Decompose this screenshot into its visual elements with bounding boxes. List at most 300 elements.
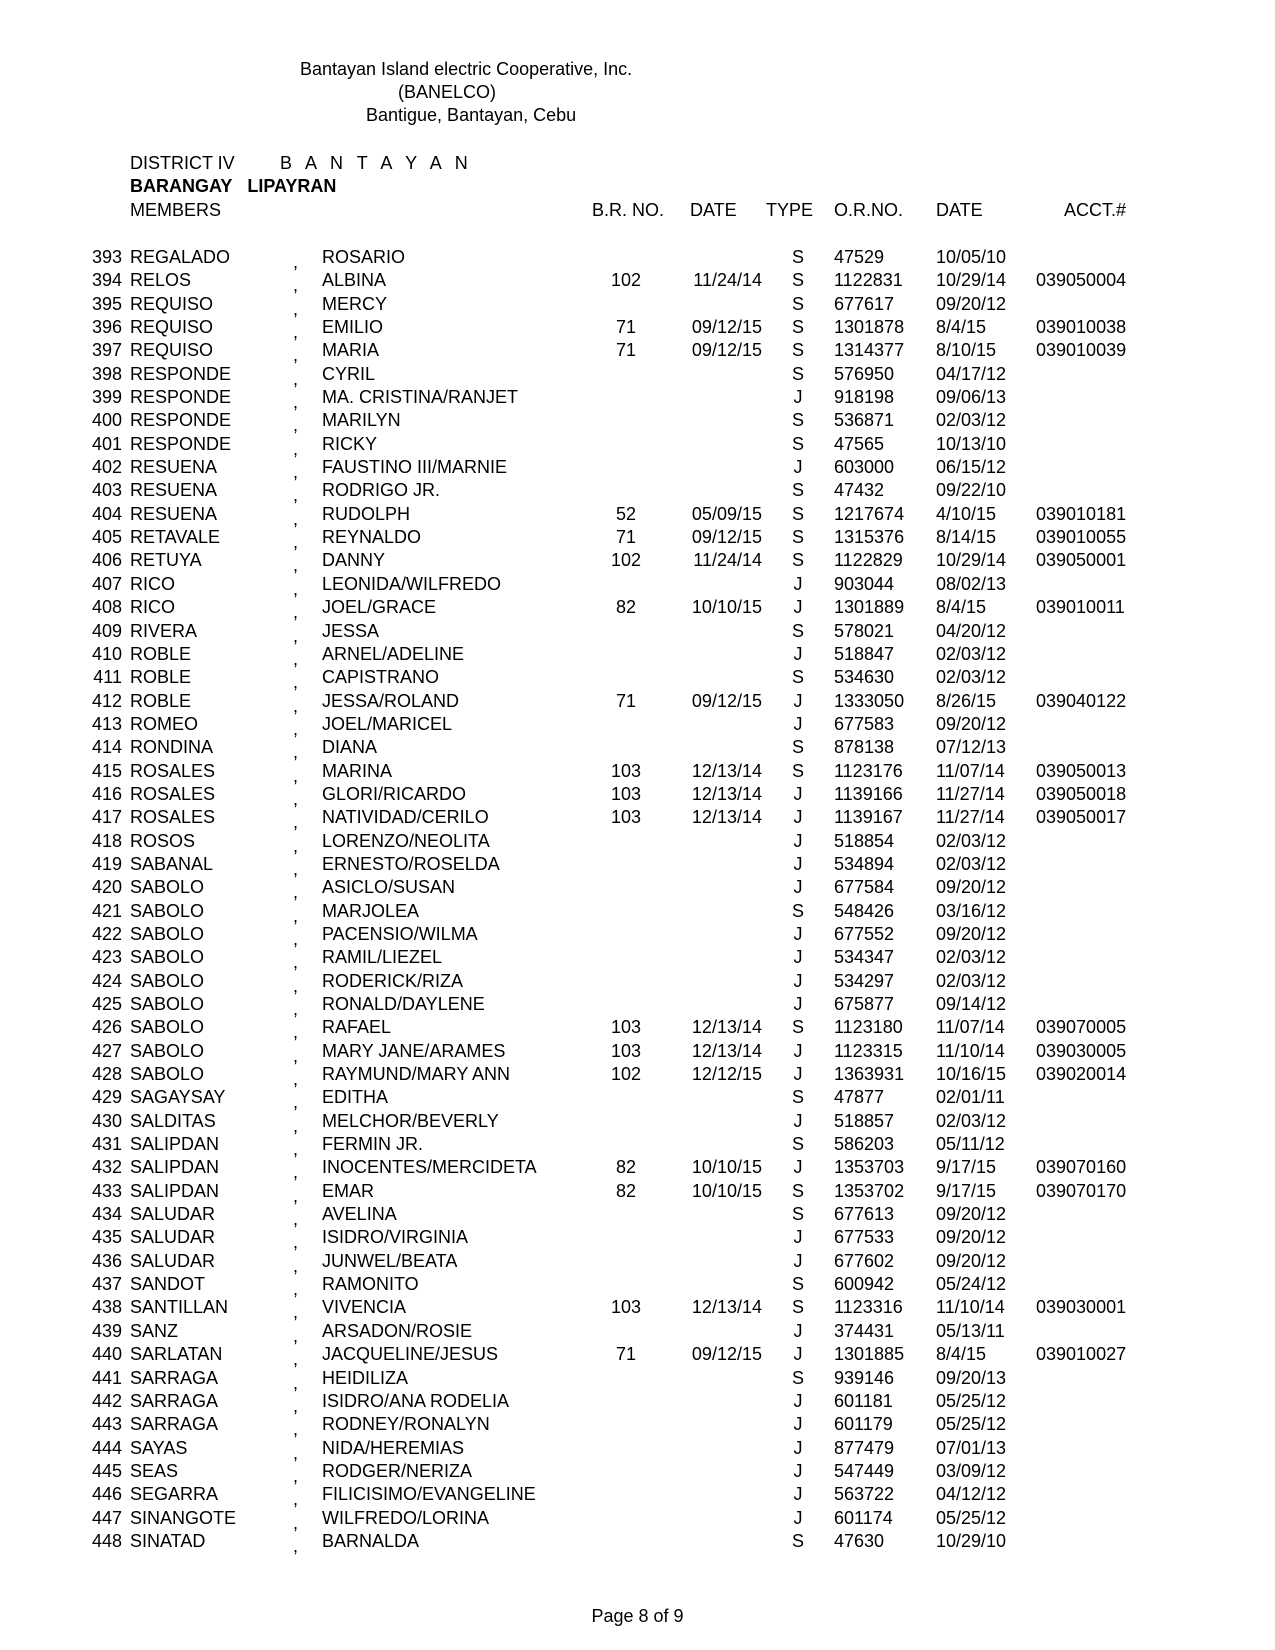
member-type: J [793, 1460, 803, 1481]
or-date: 03/09/12 [936, 1460, 1007, 1481]
or-number: 534297 [834, 970, 895, 991]
or-date: 8/26/15 [936, 690, 997, 711]
or-date: 9/17/15 [936, 1157, 997, 1178]
member-type: S [791, 737, 804, 758]
last-name: RESUENA [130, 503, 218, 524]
first-name: EDITHA [322, 1087, 389, 1108]
or-number: 1363931 [834, 1064, 905, 1085]
first-name: HEIDILIZA [322, 1367, 409, 1388]
member-type: J [793, 1344, 803, 1365]
or-number: 603000 [834, 457, 895, 478]
or-number: 878138 [834, 737, 895, 758]
col-acct: ACCT.# [1064, 200, 1127, 220]
separator: , [293, 1419, 299, 1440]
first-name: RODRIGO JR. [322, 480, 441, 501]
br-number: 71 [615, 340, 637, 361]
last-name: SARRAGA [130, 1390, 219, 1411]
separator: , [293, 462, 299, 483]
or-number: 536871 [834, 410, 895, 431]
member-number: 412 [91, 690, 122, 711]
last-name: SABOLO [130, 900, 205, 921]
last-name: SALIPDAN [130, 1157, 220, 1178]
table-row [0, 971, 1275, 994]
or-date: 10/29/14 [936, 550, 1007, 571]
or-number: 563722 [834, 1484, 895, 1505]
member-number: 415 [91, 760, 122, 781]
separator: , [293, 1395, 299, 1416]
member-number: 418 [91, 830, 122, 851]
table-row [0, 270, 1275, 296]
table-row [0, 317, 1275, 343]
table-row [0, 691, 1275, 714]
or-number: 1122829 [834, 550, 903, 571]
member-number: 397 [91, 340, 122, 361]
first-name: BARNALDA [322, 1530, 420, 1551]
separator: , [293, 928, 299, 949]
first-name: NIDA/HEREMIAS [322, 1437, 465, 1458]
first-name: ROSARIO [322, 247, 406, 267]
separator: , [293, 485, 299, 506]
separator: , [293, 1279, 299, 1300]
last-name: ROSALES [130, 783, 216, 804]
or-number: 1217674 [834, 503, 905, 524]
first-name: JOEL/GRACE [322, 597, 437, 618]
member-type: S [791, 667, 804, 688]
br-date: 12/13/14 [691, 1017, 762, 1038]
br-number: 103 [610, 1297, 642, 1318]
separator: , [293, 1045, 299, 1066]
or-date: 02/03/12 [936, 947, 1007, 968]
first-name: FERMIN JR. [322, 1134, 423, 1155]
or-date: 09/20/12 [936, 923, 1007, 944]
last-name: ROSALES [130, 807, 216, 828]
table-row [0, 761, 1275, 784]
br-number: 103 [610, 783, 642, 804]
member-type: S [791, 1180, 804, 1201]
br-number: 71 [615, 317, 637, 338]
member-number: 425 [91, 994, 122, 1014]
or-date: 07/01/13 [936, 1437, 1007, 1458]
or-date: 02/03/12 [936, 970, 1007, 991]
last-name: RICO [130, 573, 175, 594]
or-date: 11/07/14 [936, 760, 1005, 781]
member-type: J [793, 1157, 803, 1178]
br-number: 71 [615, 690, 637, 711]
member-type: J [793, 690, 803, 711]
or-date: 8/14/15 [936, 527, 997, 548]
member-number: 430 [91, 1110, 122, 1131]
member-type: S [791, 1530, 804, 1551]
or-number: 576950 [834, 363, 895, 384]
account-number: 039070170 [1036, 1180, 1127, 1201]
member-number: 431 [91, 1134, 122, 1155]
or-number: 547449 [834, 1460, 895, 1481]
last-name: SABOLO [130, 970, 205, 991]
last-name: SINATAD [130, 1530, 206, 1551]
separator: , [293, 415, 299, 436]
table-row [0, 1508, 1275, 1531]
or-date: 02/03/12 [936, 830, 1007, 851]
member-type: J [793, 970, 803, 991]
br-date: 05/09/15 [691, 503, 762, 524]
member-number: 429 [91, 1087, 122, 1108]
separator: , [293, 345, 299, 366]
members-table [0, 247, 1275, 1554]
member-number: 441 [91, 1367, 122, 1388]
table-row [0, 1017, 1275, 1043]
first-name: MARJOLEA [322, 900, 420, 921]
table-row [0, 387, 1275, 413]
first-name: RAMONITO [322, 1274, 419, 1295]
table-row [0, 901, 1275, 924]
account-number: 039050004 [1036, 270, 1127, 291]
account-number: 039010039 [1036, 340, 1127, 361]
member-type: S [791, 620, 804, 641]
first-name: MELCHOR/BEVERLY [322, 1110, 499, 1131]
or-number: 47630 [834, 1530, 885, 1551]
separator: , [293, 835, 299, 856]
last-name: ROSOS [130, 830, 196, 851]
br-date: 10/10/15 [691, 1157, 762, 1178]
or-date: 09/20/12 [936, 713, 1007, 734]
last-name: ROBLE [130, 690, 192, 711]
or-number: 1139167 [834, 807, 903, 828]
member-type: J [793, 597, 803, 618]
last-name: RICO [130, 597, 175, 618]
separator: , [293, 1115, 299, 1136]
account-number: 039020014 [1036, 1064, 1127, 1085]
br-number: 102 [610, 270, 642, 291]
table-row [0, 527, 1275, 553]
separator: , [293, 1162, 299, 1183]
table-row [0, 1157, 1275, 1183]
table-row [0, 877, 1275, 903]
document-header [300, 58, 632, 127]
or-date: 07/12/13 [936, 737, 1007, 758]
or-number: 677533 [834, 1227, 895, 1248]
separator: , [293, 555, 299, 576]
first-name: ASICLO/SUSAN [322, 877, 456, 898]
first-name: JACQUELINE/JESUS [322, 1344, 499, 1365]
or-date: 02/03/12 [936, 1110, 1007, 1131]
separator: , [293, 742, 299, 763]
or-date: 09/20/12 [936, 1204, 1007, 1225]
last-name: ROBLE [130, 667, 192, 688]
member-type: S [791, 410, 804, 431]
or-date: 11/10/14 [936, 1297, 1005, 1318]
br-number: 71 [615, 527, 637, 548]
or-date: 09/06/13 [936, 387, 1007, 408]
or-number: 677584 [834, 877, 895, 898]
member-type: J [793, 877, 803, 898]
member-number: 411 [93, 667, 122, 688]
separator: , [293, 1512, 299, 1533]
or-number: 601179 [834, 1414, 893, 1435]
first-name: DANNY [322, 550, 386, 571]
separator: , [293, 1372, 299, 1393]
last-name: RESPONDE [130, 363, 232, 384]
or-number: 1315376 [834, 527, 905, 548]
col-or-no: O.R.NO. [834, 200, 904, 220]
col-members: MEMBERS [130, 200, 222, 220]
or-date: 8/4/15 [936, 317, 987, 338]
or-date: 02/01/11 [936, 1087, 1005, 1108]
or-number: 47432 [834, 480, 885, 501]
member-number: 437 [91, 1274, 122, 1295]
br-date: 12/13/14 [691, 783, 762, 804]
member-type: J [793, 1110, 803, 1131]
member-number: 420 [91, 877, 122, 898]
table-row [0, 947, 1275, 973]
separator: , [293, 1022, 299, 1043]
or-number: 677602 [834, 1250, 895, 1271]
or-date: 04/12/12 [936, 1484, 1007, 1505]
member-number: 434 [91, 1204, 122, 1225]
col-date: DATE [690, 200, 737, 220]
br-number: 82 [615, 1180, 637, 1201]
member-type: S [791, 1297, 804, 1318]
table-row [0, 1438, 1275, 1461]
first-name: ARNEL/ADELINE [322, 643, 465, 664]
separator: , [293, 788, 299, 809]
last-name: SANTILLAN [130, 1297, 229, 1318]
member-number: 447 [91, 1507, 122, 1528]
or-date: 11/10/14 [936, 1040, 1005, 1061]
last-name: SABOLO [130, 1040, 205, 1061]
or-number: 47565 [834, 433, 885, 454]
first-name: EMAR [322, 1180, 375, 1201]
br-date: 09/12/15 [691, 340, 762, 361]
first-name: CAPISTRANO [322, 667, 440, 688]
last-name: SARLATAN [130, 1344, 223, 1365]
or-number: 578021 [834, 620, 895, 641]
last-name: RELOS [130, 270, 192, 291]
member-number: 400 [91, 410, 122, 431]
member-number: 433 [91, 1180, 122, 1201]
or-number: 677552 [834, 923, 895, 944]
or-date: 10/13/10 [936, 433, 1007, 454]
or-date: 8/4/15 [936, 597, 987, 618]
or-number: 1301885 [834, 1344, 905, 1365]
member-type: S [791, 1367, 804, 1388]
account-number: 039040122 [1036, 690, 1127, 711]
member-number: 422 [91, 923, 122, 944]
br-number: 103 [610, 807, 642, 828]
table-row [0, 574, 1275, 597]
member-type: S [791, 760, 804, 781]
first-name: FILICISIMO/EVANGELINE [322, 1484, 536, 1505]
table-row [0, 1134, 1275, 1160]
member-number: 399 [91, 387, 122, 408]
member-number: 414 [91, 737, 122, 758]
or-date: 04/17/12 [936, 363, 1007, 384]
last-name: SABOLO [130, 947, 205, 968]
last-name: SEAS [130, 1460, 179, 1481]
first-name: JUNWEL/BEATA [322, 1250, 458, 1271]
first-name: EMILIO [322, 317, 384, 338]
page-number: Page 8 of 9 [591, 1606, 684, 1626]
or-date: 11/27/14 [936, 783, 1005, 804]
member-number: 439 [91, 1320, 122, 1341]
account-number: 039070005 [1036, 1017, 1127, 1038]
table-row [0, 831, 1275, 854]
last-name: RESPONDE [130, 433, 232, 454]
or-number: 1123316 [834, 1297, 903, 1318]
first-name: RODERICK/RIZA [322, 970, 464, 991]
br-date: 09/12/15 [691, 690, 762, 711]
last-name: RETUYA [130, 550, 202, 571]
account-number: 039010181 [1036, 503, 1127, 524]
member-type: S [791, 293, 804, 314]
br-number: 103 [610, 760, 642, 781]
last-name: SABOLO [130, 923, 205, 944]
table-row [0, 1087, 1275, 1113]
account-number: 039030001 [1036, 1297, 1127, 1318]
member-number: 423 [91, 947, 122, 968]
first-name: MARY JANE/ARAMES [322, 1040, 506, 1061]
table-row [0, 1111, 1275, 1134]
table-row [0, 1251, 1275, 1274]
or-number: 1333050 [834, 690, 905, 711]
member-number: 446 [91, 1484, 122, 1505]
or-number: 601174 [834, 1507, 893, 1528]
or-number: 47529 [834, 247, 885, 267]
or-number: 1301878 [834, 317, 905, 338]
first-name: FAUSTINO III/MARNIE [322, 457, 508, 478]
or-number: 374431 [834, 1320, 895, 1341]
separator: , [293, 1209, 299, 1230]
last-name: SABANAL [130, 853, 214, 874]
br-date: 10/10/15 [691, 1180, 762, 1201]
separator: , [293, 648, 299, 669]
table-row [0, 1484, 1275, 1510]
first-name: DIANA [322, 737, 378, 758]
member-type: S [791, 247, 804, 267]
last-name: RESUENA [130, 480, 218, 501]
member-type: S [791, 527, 804, 548]
first-name: REYNALDO [322, 527, 422, 548]
member-number: 421 [91, 900, 122, 921]
last-name: REQUISO [130, 340, 214, 361]
first-name: CYRIL [322, 363, 376, 384]
barangay-label: BARANGAY [130, 176, 233, 196]
br-date: 09/12/15 [691, 1344, 762, 1365]
first-name: GLORI/RICARDO [322, 783, 467, 804]
member-type: S [791, 270, 804, 291]
separator: , [293, 298, 299, 319]
account-number: 039050013 [1036, 760, 1127, 781]
member-number: 426 [91, 1017, 122, 1038]
table-row [0, 480, 1275, 506]
or-date: 05/25/12 [936, 1390, 1007, 1411]
member-number: 394 [91, 270, 122, 291]
member-type: J [793, 1484, 803, 1505]
last-name: RESPONDE [130, 410, 232, 431]
district-value: B A N T A Y A N [280, 153, 473, 173]
br-date: 09/12/15 [691, 527, 762, 548]
member-number: 428 [91, 1064, 122, 1085]
br-date: 12/13/14 [691, 760, 762, 781]
or-date: 02/03/12 [936, 643, 1007, 664]
first-name: RODNEY/RONALYN [322, 1414, 490, 1435]
or-date: 06/15/12 [936, 457, 1007, 478]
table-row [0, 1181, 1275, 1204]
separator: , [293, 1302, 299, 1323]
member-number: 417 [91, 807, 122, 828]
or-date: 02/03/12 [936, 410, 1007, 431]
or-number: 677583 [834, 713, 895, 734]
first-name: RAMIL/LIEZEL [322, 947, 443, 968]
table-row [0, 644, 1275, 667]
account-number: 039010027 [1036, 1344, 1127, 1365]
last-name: ROSALES [130, 760, 216, 781]
member-type: S [791, 1274, 804, 1295]
member-type: S [791, 900, 804, 921]
member-type: J [793, 1414, 803, 1435]
member-type: J [793, 1320, 803, 1341]
table-row [0, 854, 1275, 877]
member-number: 407 [91, 573, 122, 594]
separator: , [293, 322, 299, 343]
or-number: 903044 [834, 573, 895, 594]
member-number: 445 [91, 1460, 122, 1481]
or-number: 675877 [834, 994, 895, 1014]
first-name: ERNESTO/ROSELDA [322, 853, 500, 874]
or-date: 10/29/14 [936, 270, 1007, 291]
separator: , [293, 1255, 299, 1276]
separator: , [293, 1139, 299, 1160]
first-name: RICKY [322, 433, 378, 454]
or-date: 09/20/12 [936, 1227, 1007, 1248]
last-name: SARRAGA [130, 1367, 219, 1388]
or-number: 600942 [834, 1274, 895, 1295]
member-number: 401 [91, 433, 122, 454]
or-number: 1123315 [834, 1040, 903, 1061]
last-name: SALDITAS [130, 1110, 216, 1131]
last-name: SALUDAR [130, 1227, 216, 1248]
cooperative-name: Bantayan Island electric Cooperative, Inc. [300, 59, 633, 79]
member-type: J [793, 1064, 803, 1085]
first-name: NATIVIDAD/CERILO [322, 807, 489, 828]
or-date: 05/11/12 [936, 1134, 1005, 1155]
or-number: 677617 [834, 293, 895, 314]
or-number: 1122831 [834, 270, 903, 291]
table-row [0, 504, 1275, 527]
table-row [0, 364, 1275, 387]
separator: , [293, 858, 299, 879]
col-type: TYPE [766, 200, 814, 220]
last-name: RETAVALE [130, 527, 221, 548]
table-row [0, 667, 1275, 693]
table-row [0, 410, 1275, 436]
member-number: 443 [91, 1414, 122, 1435]
member-number: 424 [91, 970, 122, 991]
first-name: ISIDRO/VIRGINIA [322, 1227, 469, 1248]
br-number: 71 [615, 1344, 637, 1365]
col-or-date: DATE [936, 200, 983, 220]
member-type: S [791, 503, 804, 524]
br-date: 11/24/14 [693, 270, 762, 291]
first-name: MERCY [322, 293, 388, 314]
br-number: 102 [610, 550, 642, 571]
or-number: 1353702 [834, 1180, 905, 1201]
last-name: SAYAS [130, 1437, 188, 1458]
last-name: SALIPDAN [130, 1134, 220, 1155]
table-row [0, 247, 1275, 270]
or-date: 4/10/15 [936, 503, 997, 524]
table-row [0, 1227, 1275, 1253]
last-name: REQUISO [130, 293, 214, 314]
